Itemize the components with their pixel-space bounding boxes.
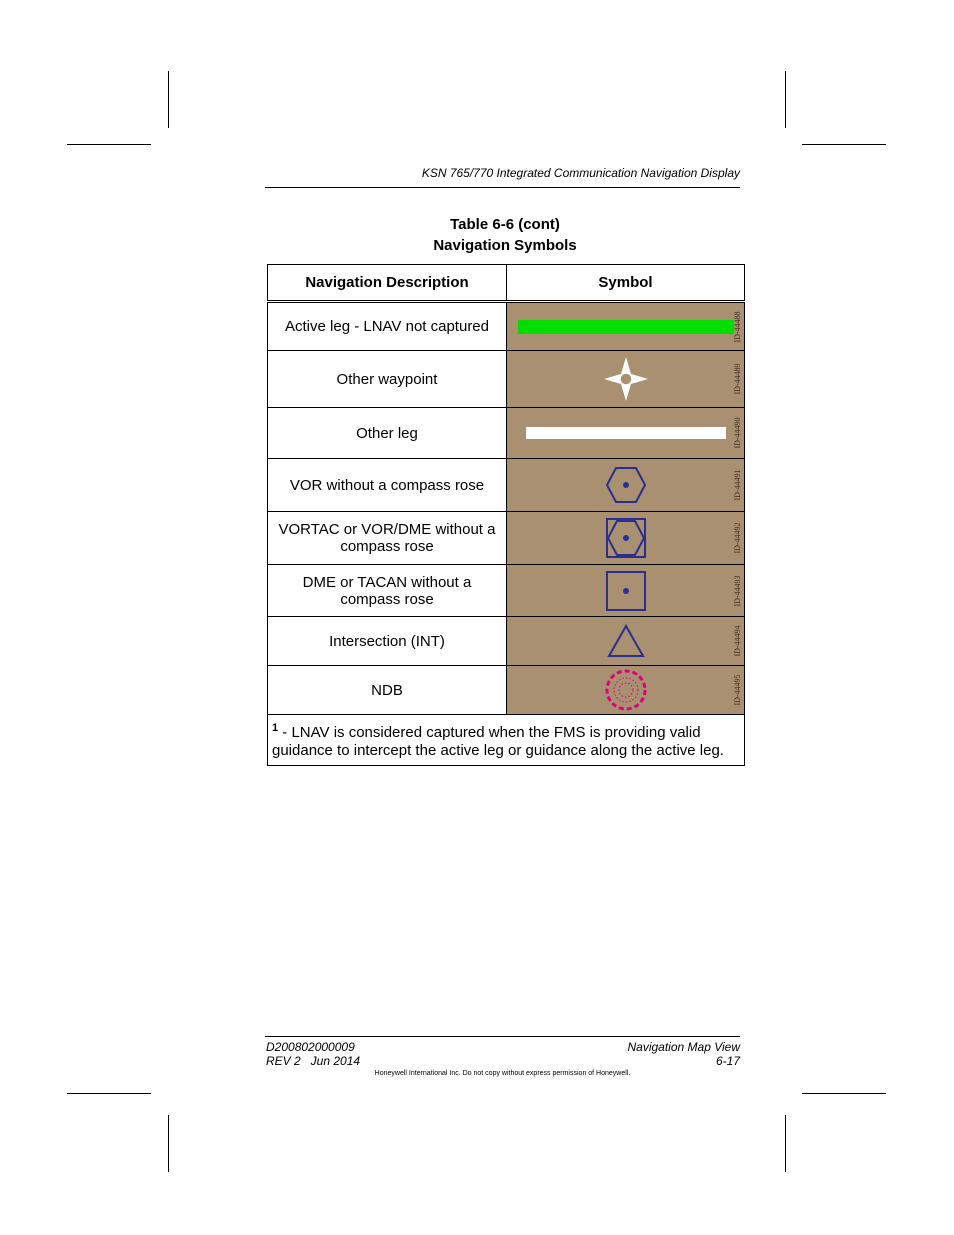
row-description: DME or TACAN without a compass rose [268, 565, 507, 617]
header-rule [265, 187, 740, 188]
crop-mark [67, 1093, 151, 1094]
footer-left [266, 1040, 360, 1068]
page-number: 6-17 [715, 1054, 740, 1068]
crop-mark [168, 1115, 169, 1172]
row-symbol [507, 666, 745, 715]
table-caption: Navigation Symbols [433, 237, 577, 254]
row-description: VOR without a compass rose [268, 459, 507, 512]
vortac-hexagon-square-icon [604, 516, 648, 560]
table-title [265, 214, 745, 256]
row-description: NDB [268, 666, 507, 715]
crop-mark [802, 144, 886, 145]
revision: REV 2 Jun 2014 [266, 1054, 361, 1068]
table-row [268, 565, 745, 617]
row-symbol [507, 512, 745, 565]
ndb-dotted-circle-icon [604, 668, 648, 712]
navigation-symbols-table [267, 264, 745, 766]
crop-mark [802, 1093, 886, 1094]
row-description: Other leg [268, 408, 507, 459]
column-header-description: Navigation Description [268, 265, 507, 302]
figure-id: ID-44489 [733, 363, 742, 395]
figure-id: ID-44495 [733, 674, 742, 706]
figure-id: ID-44493 [733, 574, 742, 607]
crop-mark [785, 71, 786, 128]
figure-id: ID-44494 [733, 625, 742, 657]
section-title: Navigation Map View [627, 1040, 740, 1054]
column-header-symbol: Symbol [507, 265, 745, 302]
row-description: Active leg - LNAV not captured [268, 302, 507, 351]
copyright-notice: Honeywell International Inc. Do not copy without express permission of Honeywell. [374, 1070, 631, 1077]
figure-id: ID-44488 [733, 310, 742, 343]
row-description: VORTAC or VOR/DME without a compass rose [268, 512, 507, 565]
table-row [268, 408, 745, 459]
crop-mark [67, 144, 151, 145]
table-note [268, 715, 745, 766]
doc-number: D200802000009 [266, 1040, 355, 1054]
footer-right [627, 1040, 740, 1068]
row-symbol [507, 459, 745, 512]
table-note-row [268, 715, 745, 766]
table-row [268, 617, 745, 666]
table-row [268, 459, 745, 512]
row-description: Other waypoint [268, 351, 507, 408]
table-number: Table 6-6 (cont) [450, 216, 560, 233]
note-marker: 1 [272, 722, 279, 734]
row-symbol [507, 351, 745, 408]
waypoint-star-icon [602, 355, 650, 403]
white-leg-icon [526, 427, 726, 439]
dme-square-icon [604, 569, 648, 613]
footer-rule [265, 1036, 740, 1037]
figure-id: ID-44492 [733, 522, 742, 554]
running-header: KSN 765/770 Integrated Communication Navigation Display [421, 166, 740, 180]
row-symbol [507, 617, 745, 666]
table-row [268, 512, 745, 565]
note-text: - LNAV is considered captured when the FMS is providing valid guidance to intercept the active leg or guidance along the active leg. [272, 724, 724, 759]
crop-mark [168, 71, 169, 128]
row-symbol [507, 408, 745, 459]
row-description: Intersection (INT) [268, 617, 507, 666]
row-symbol [507, 565, 745, 617]
table-row [268, 351, 745, 408]
table-row [268, 666, 745, 715]
intersection-triangle-icon [606, 623, 646, 659]
green-active-leg-icon [518, 320, 734, 334]
vor-hexagon-icon [604, 465, 648, 505]
row-symbol [507, 302, 745, 351]
table-row [268, 302, 745, 351]
figure-id: ID-44490 [733, 417, 742, 449]
table-header-row [268, 265, 745, 302]
crop-mark [785, 1115, 786, 1172]
figure-id: ID-44491 [733, 469, 742, 501]
